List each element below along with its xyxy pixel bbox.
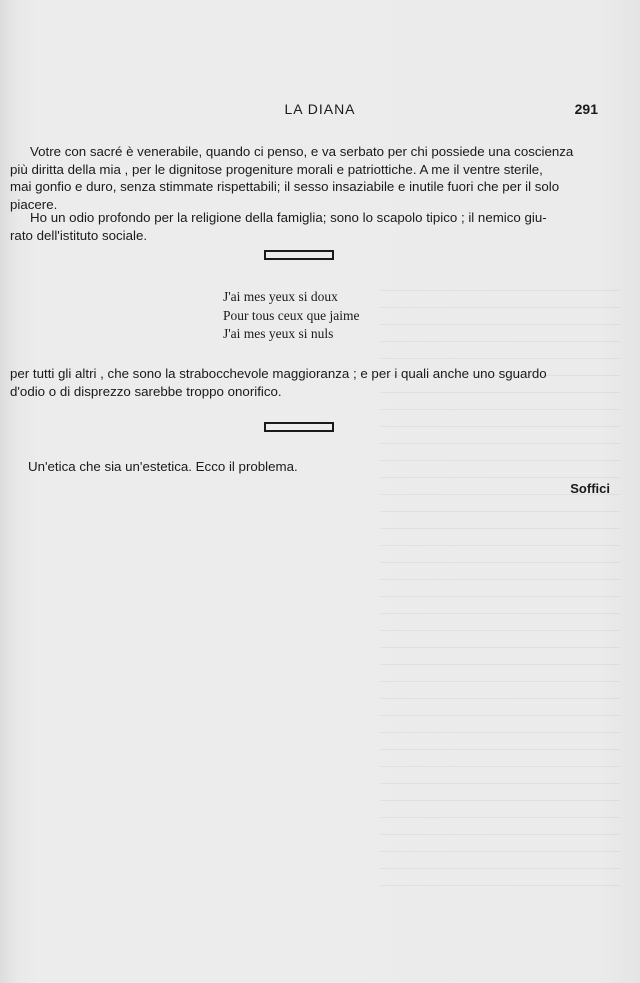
paragraph-3 <box>10 365 604 400</box>
paragraph-2-line: rato dell'istituto sociale. <box>10 227 148 243</box>
section-divider <box>264 422 334 432</box>
page-number: 291 <box>574 101 598 117</box>
paragraph-1-line: Votre con sacré è venerabile, quando ci penso, e va serbato per chi possiede una coscienza <box>30 144 574 159</box>
running-title: LA DIANA <box>284 101 356 117</box>
section-divider <box>264 250 334 260</box>
paragraph-1-line: mai gonfio e duro, senza stimmate rispettabili; il sesso insaziabile e inutile fuori che per il solo <box>10 179 560 194</box>
poem-line: J'ai mes yeux si doux <box>223 289 338 304</box>
running-head <box>0 101 640 123</box>
paragraph-2 <box>10 209 604 244</box>
paragraph-2-line: Ho un odio profondo per la religione della famiglia; sono lo scapolo tipico ; il nemico giu- <box>30 210 547 225</box>
poem-line: J'ai mes yeux si nuls <box>223 326 334 341</box>
author-signature: Soffici <box>570 481 610 496</box>
paragraph-1-line: più diritta della mia , per le dignitose progeniture morali e patriottiche. A me il ventre sterile, <box>10 161 543 177</box>
poem-quote <box>223 288 359 344</box>
paragraph-1 <box>10 143 604 213</box>
paragraph-3-line: d'odio o di disprezzo sarebbe troppo onorifico. <box>10 383 282 399</box>
paragraph-4-line: Un'etica che sia un'estetica. Ecco il problema. <box>28 459 298 474</box>
paragraph-1-line: piacere. <box>10 196 58 212</box>
paragraph-4 <box>28 458 622 476</box>
paragraph-3-line: per tutti gli altri , che sono la strabocchevole maggioranza ; e per i quali anche uno sguardo <box>10 366 547 381</box>
poem-line: Pour tous ceux que jaime <box>223 307 360 323</box>
